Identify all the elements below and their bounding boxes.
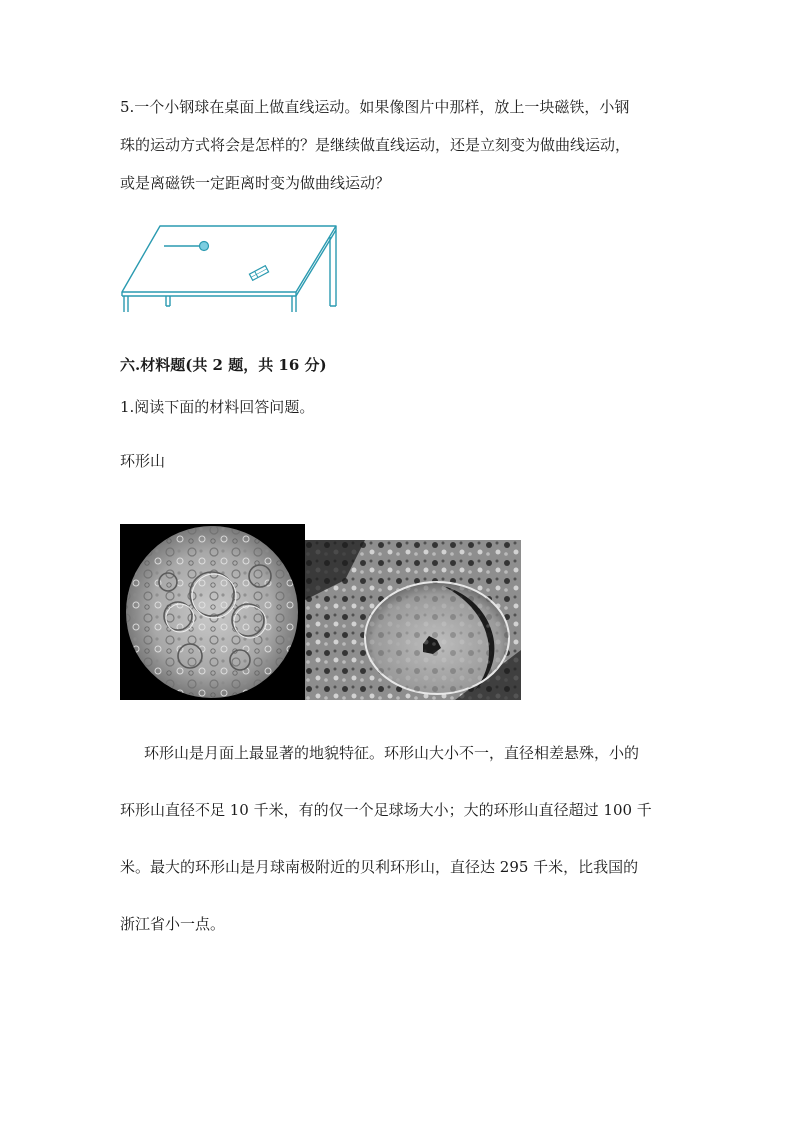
material-paragraph-line4: 浙江省小一点。	[120, 915, 226, 933]
section-title: 六.材料题(共 2 题，共 16 分)	[120, 356, 327, 374]
question5-line2: 珠的运动方式将会是怎样的？是继续做直线运动，还是立刻变为做曲线运动，	[120, 136, 631, 154]
crater-closeup-photo	[305, 540, 521, 700]
steel-ball	[200, 242, 209, 251]
question5-line1: 5.一个小钢球在桌面上做直线运动。如果像图片中那样，放上一块磁铁，小钢	[120, 98, 630, 116]
material-paragraph-line3: 米。最大的环形山是月球南极附近的贝利环形山，直径达 295 千米，比我国的	[120, 858, 639, 876]
table-leg-front-left	[124, 296, 128, 312]
material-paragraph-line1: 环形山是月面上最显著的地貌特征。环形山大小不一，直径相差悬殊，小的	[144, 744, 640, 762]
material-title: 环形山	[120, 452, 166, 470]
table-magnet-illustration	[118, 222, 342, 314]
table-leg-back-right	[330, 230, 336, 306]
material-paragraph-line2: 环形山直径不足 10 千米，有的仅一个足球场大小；大的环形山直径超过 100 千	[120, 801, 652, 819]
magnet	[249, 266, 268, 281]
table-leg-back-left	[166, 296, 170, 306]
moon-south-pole-photo	[120, 524, 305, 700]
table-leg-front-right	[292, 296, 296, 312]
question5-line3: 或是离磁铁一定距离时变为做曲线运动？	[120, 174, 391, 192]
material-question1: 1.阅读下面的材料回答问题。	[120, 398, 315, 416]
